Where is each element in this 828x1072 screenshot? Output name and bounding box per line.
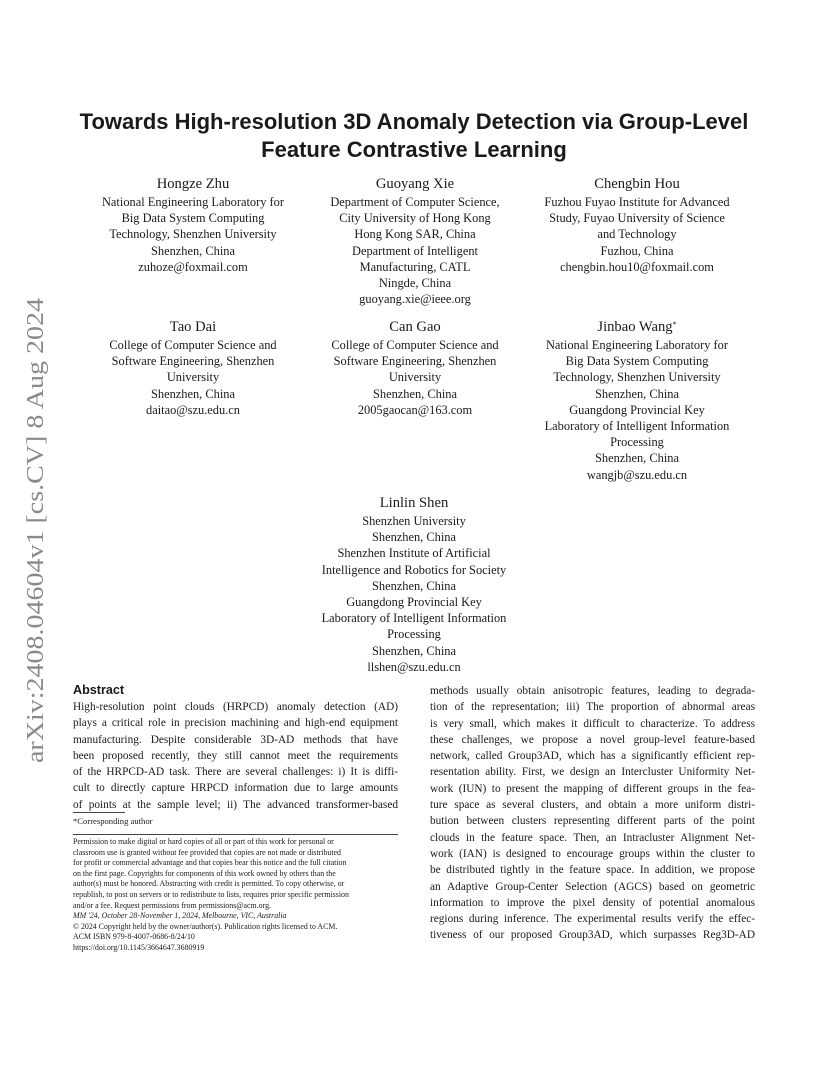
abstract-line: methods usually obtain anisotropic features, leading to degrada- <box>430 685 755 697</box>
arxiv-id: arXiv:2408.04604v1 [cs.CV] 8 Aug 2024 <box>22 356 49 763</box>
author-name: Tao Dai <box>169 319 217 335</box>
abstract-line: tion of the representation; iii) The proportion of abnormal areas <box>430 701 755 714</box>
venue-line: MM '24, October 28-November 1, 2024, Melbourne, VIC, Australia <box>73 911 287 921</box>
affiliation-line: Shenzhen, China <box>595 386 679 401</box>
affiliation-line: Manufacturing, CATL <box>359 259 471 274</box>
affiliation-line: College of Computer Science and <box>331 338 499 352</box>
abstract-line: regions during inference. The experimental results verify the effec- <box>430 913 755 926</box>
affiliation-line: Shenzhen, China <box>372 530 456 545</box>
permission-line: author(s) must be honored. Abstracting with credit is permitted. To copy otherwise, or <box>73 879 345 889</box>
affiliation-line: Study, Fuyao University of Science <box>549 211 725 226</box>
footnote-rule <box>73 812 125 813</box>
affiliation-line: Shenzhen, China <box>151 243 235 258</box>
author-name-text: Jinbao Wang <box>597 319 673 335</box>
doi-link[interactable]: https://doi.org/10.1145/3664647.3680919 <box>73 942 205 952</box>
affiliation-line: Department of Computer Science, <box>330 195 500 209</box>
affiliation-line: City University of Hong Kong <box>339 211 491 226</box>
author-email: daitao@szu.edu.cn <box>146 402 240 417</box>
affiliation-line: Hong Kong SAR, China <box>354 227 476 242</box>
author-name: Linlin Shen <box>379 495 449 511</box>
permission-rule <box>73 834 398 835</box>
affiliation-line: National Engineering Laboratory for <box>101 195 284 209</box>
copyright-line: © 2024 Copyright held by the owner/author(s). Publication rights licensed to ACM. <box>73 921 338 931</box>
title-line-2: Feature Contrastive Learning <box>261 137 567 162</box>
abstract-line: of the HRPCD-AD task. There are several challenges: i) It is diffi- <box>73 766 398 779</box>
author-name: Can Gao <box>389 319 441 335</box>
abstract-line: network, called Group3AD, which has a significantly efficient rep- <box>430 750 755 763</box>
abstract-line: plays a critical role in precision machining and high-end equipment <box>73 717 398 730</box>
abstract-line: work (IAN) is designed to encourage groups within the cluster to <box>430 847 755 860</box>
arxiv-stamp-svg <box>16 288 52 763</box>
affiliation-line: Shenzhen, China <box>372 643 456 658</box>
abstract-line: information to improve the pixel density of potential anomalous <box>430 896 755 909</box>
affiliation-line: University <box>388 370 442 385</box>
author-block-can-gao <box>300 318 530 418</box>
abstract-line: bution between clusters representing different parts of the point <box>430 815 755 828</box>
affiliation-line: Fuzhou Fuyao Institute for Advanced <box>544 195 730 209</box>
affiliation-line: Ningde, China <box>378 276 452 291</box>
author-email: wangjb@szu.edu.cn <box>586 467 688 482</box>
abstract-line: an Adaptive Group-Center Selection (AGCS) based on geometric <box>430 880 755 893</box>
title-line-1: Towards High-resolution 3D Anomaly Detection via Group-Level <box>79 109 749 134</box>
author-name <box>522 318 752 336</box>
permission-line: classroom use is granted without fee provided that copies are not made or distributed <box>73 847 341 857</box>
abstract-line: these challenges, we propose a novel group-level feature-based <box>430 733 755 746</box>
abstract-heading: Abstract <box>73 683 125 697</box>
abstract-line: been proposed recently, they still cannot meet the requirements <box>73 749 398 762</box>
affiliation-line: National Engineering Laboratory for <box>545 338 728 352</box>
permission-line: for profit or commercial advantage and that copies bear this notice and the full citation <box>73 858 347 868</box>
permission-line: republish, to post on servers or to redistribute to lists, requires prior specific permission <box>73 889 349 899</box>
affiliation-line: Laboratory of Intelligent Information <box>544 419 730 434</box>
affiliation-line: College of Computer Science and <box>109 338 277 352</box>
author-email: 2005gaocan@163.com <box>357 402 473 417</box>
affiliation-line: Software Engineering, Shenzhen <box>111 354 275 369</box>
affiliation-line: Big Data System Computing <box>565 354 709 369</box>
author-email: llshen@szu.edu.cn <box>367 659 461 674</box>
abstract-line: is very small, which makes it difficult to characterize. To address <box>430 717 755 730</box>
affiliation-line: Shenzhen, China <box>372 578 456 593</box>
abstract-line: manufacturing. Despite considerable 3D-AD methods that have <box>73 733 398 746</box>
permission-line: Permission to make digital or hard copies of all or part of this work for personal or <box>73 837 334 846</box>
affiliation-line: Department of Intelligent <box>352 243 478 258</box>
isbn-line: ACM ISBN 979-8-4007-0686-8/24/10 <box>73 932 195 942</box>
abstract-line: work (IUN) to present the mapping of different groups in the fea- <box>430 782 755 795</box>
abstract-right-column <box>430 683 755 944</box>
author-email: zuhoze@foxmail.com <box>138 259 248 274</box>
abstract-line: High-resolution point clouds (HRPCD) anomaly detection (AD) <box>73 701 398 713</box>
author-name: Hongze Zhu <box>156 176 230 192</box>
author-email: guoyang.xie@ieee.org <box>359 292 471 307</box>
affiliation-line: Software Engineering, Shenzhen <box>333 354 497 369</box>
affiliation-line: Big Data System Computing <box>121 211 265 226</box>
affiliation-line: and Technology <box>597 227 677 242</box>
permission-line: and/or a fee. Request permissions from permissions@acm.org. <box>73 900 271 910</box>
abstract-line: ture space as several clusters, and obtain a more uniform distri- <box>430 799 755 812</box>
abstract-line: tiveness of our proposed Group3AD, which surpasses Reg3D-AD <box>430 929 755 942</box>
affiliation-line: Shenzhen, China <box>151 386 235 401</box>
affiliation-line: Guangdong Provincial Key <box>346 595 482 610</box>
affiliation-line: Technology, Shenzhen University <box>109 227 277 242</box>
author-name: Chengbin Hou <box>594 176 680 192</box>
affiliation-line: Intelligence and Robotics for Society <box>321 562 507 577</box>
footnote: *Corresponding author <box>73 816 153 826</box>
affiliation-line: Laboratory of Intelligent Information <box>321 611 507 626</box>
affiliation-line: Shenzhen Institute of Artificial <box>337 546 491 561</box>
affiliation-line: Processing <box>610 435 664 450</box>
abstract-line: resentation ability. First, we design an Intercluster Uniformity Net- <box>430 766 755 779</box>
abstract-line: of points at the sample level; ii) The advanced transformer-based <box>73 798 398 811</box>
affiliation-line: Processing <box>387 627 441 642</box>
affiliation-line: Fuzhou, China <box>600 243 674 258</box>
author-block-linlin-shen <box>299 494 529 675</box>
affiliation-line: University <box>166 370 220 385</box>
author-block-jinbao-wang <box>522 318 752 483</box>
author-block-chengbin-hou <box>522 175 752 275</box>
affiliation-line: Shenzhen, China <box>373 386 457 401</box>
abstract-line: be distributed tightly in the feature space. In addition, we propose <box>430 864 755 877</box>
affiliation-line: Technology, Shenzhen University <box>553 370 721 385</box>
abstract-line: cult to directly capture HRPCD information due to large amounts <box>73 782 398 795</box>
affiliation-line: Shenzhen, China <box>595 451 679 466</box>
permission-line: on the first page. Copyrights for components of this work owned by others than the <box>73 868 336 878</box>
author-block-guoyang-xie <box>300 175 530 307</box>
corresponding-mark: * <box>672 320 677 329</box>
author-block-hongze-zhu <box>78 175 308 275</box>
author-name: Guoyang Xie <box>375 176 455 192</box>
affiliation-line: Shenzhen University <box>362 514 466 528</box>
author-block-tao-dai <box>78 318 308 418</box>
author-email: chengbin.hou10@foxmail.com <box>560 259 714 274</box>
paper-title <box>60 108 768 164</box>
abstract-line: clouds in the feature space. Then, an Intracluster Alignment Net- <box>430 831 755 844</box>
affiliation-line: Guangdong Provincial Key <box>569 402 705 417</box>
permission-block <box>73 837 398 954</box>
abstract-left-column <box>73 699 398 813</box>
arxiv-stamp <box>16 288 52 763</box>
